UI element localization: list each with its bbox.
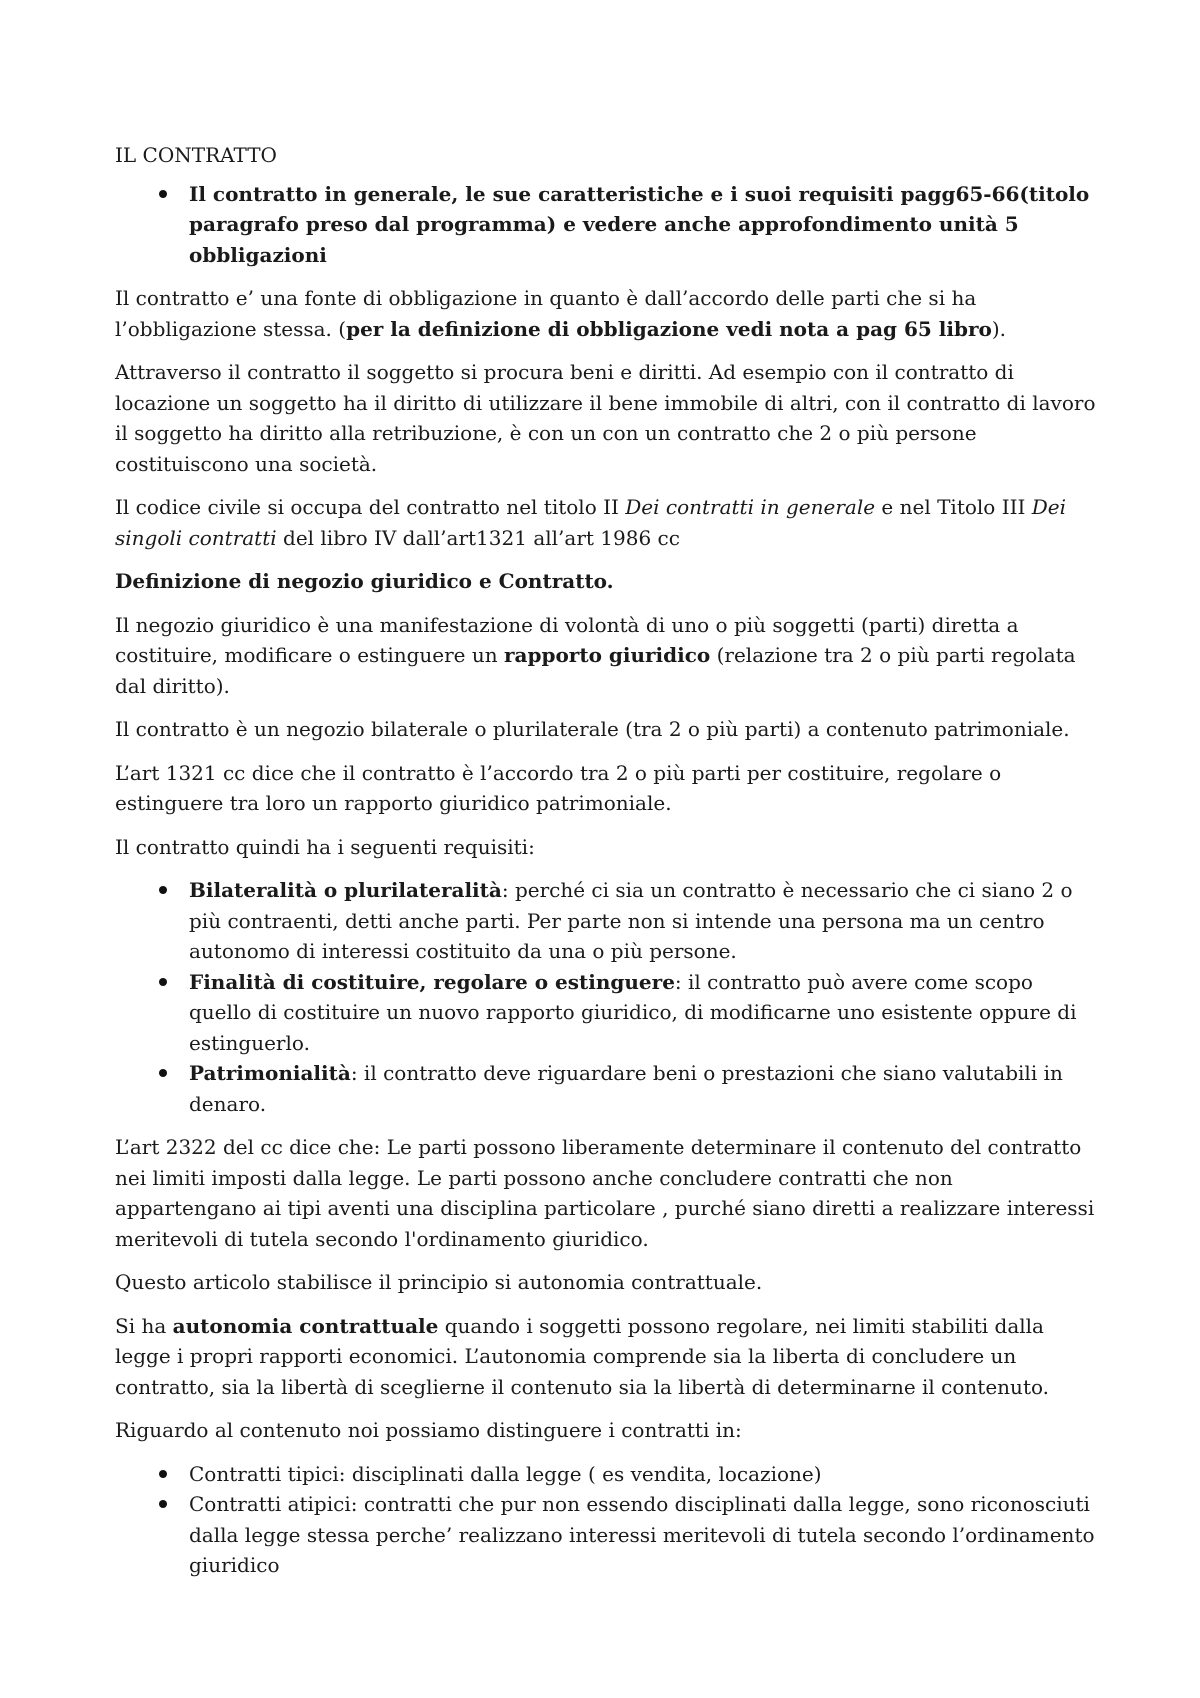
requisito-text: : il contratto può avere come scopo quello di costituire un nuovo rapporto giuridico, di modificarne uno esistente oppure di estinguerlo. bbox=[189, 969, 1077, 1055]
requisito-term: Bilateralità o plurilateralità bbox=[189, 878, 502, 902]
requisito-item bbox=[189, 1058, 1100, 1119]
requisito-text: : perché ci sia un contratto è necessario che ci siano 2 o più contraenti, detti anche parti. Per parte non si intende una persona ma un centro autonomo di interessi costituito da una o più persone. bbox=[189, 878, 1073, 963]
tipi-contratti-list bbox=[115, 1459, 1100, 1581]
p1-bold-note: per la definizione di obbligazione vedi nota a pag 65 libro bbox=[346, 316, 992, 341]
requisito-text: : il contratto deve riguardare beni o prestazioni che siano valutabili in denaro. bbox=[189, 1061, 1063, 1116]
paragraph-autonomia-contrattuale bbox=[115, 1311, 1100, 1403]
requisito-term: Finalità di costituire, regolare o estinguere bbox=[189, 969, 675, 994]
paragraph-codice-civile bbox=[115, 492, 1100, 553]
heading-bullet-item: Il contratto in generale, le sue caratteristiche e i suoi requisiti pagg65-66(titolo paragrafo preso dal programma) e vedere anche approfondimento unità 5 obbligazioni bbox=[189, 179, 1100, 271]
p1-text: Il contratto e’ una fonte di obbligazione in quanto è dall’accordo delle parti che si ha l’obbligazione stessa. ( bbox=[115, 286, 977, 341]
requisiti-list bbox=[115, 875, 1100, 1119]
paragraph-attraverso-contratto: Attraverso il contratto il soggetto si procura beni e diritti. Ad esempio con il contratto di locazione un soggetto ha il diritto di utilizzare il bene immobile di altri, con il contratto di lavoro il soggetto ha diritto alla retribuzione, è con un con un contratto che 2 o più persone costituiscono una società. bbox=[115, 360, 1096, 476]
requisito-item bbox=[189, 875, 1100, 967]
section-subheading: Definizione di negozio giuridico e Contratto. bbox=[115, 569, 614, 593]
p4-a: Il negozio giuridico è una manifestazione di volontà di uno o più soggetti (parti) diretta a costituire, modificare o estinguere un bbox=[115, 612, 1019, 667]
paragraph-negozio-giuridico bbox=[115, 610, 1100, 702]
p3-italic-2: Dei singoli contratti bbox=[115, 495, 1067, 550]
p3-a: Il codice civile si occupa del contratto nel titolo II bbox=[115, 495, 626, 519]
paragraph-art-1321: L’art 1321 cc dice che il contratto è l’accordo tra 2 o più parti per costituire, regolare o estinguere tra loro un rapporto giuridico patrimoniale. bbox=[115, 760, 1002, 815]
p4-b: (relazione tra 2 o più parti regolata dal diritto). bbox=[115, 643, 1076, 698]
paragraph-negozio-bilaterale: Il contratto è un negozio bilaterale o plurilaterale (tra 2 o più parti) a contenuto patrimoniale. bbox=[115, 717, 1070, 741]
p3-c: del libro IV dall’art1321 all’art 1986 cc bbox=[276, 525, 680, 550]
p10-b: quando i soggetti possono regolare, nei limiti stabiliti dalla legge i propri rapporti economici. L’autonomia comprende sia la liberta di concludere un contratto, sia la libertà di sceglierne il contenuto sia la libertà di determinarne il contenuto. bbox=[115, 1313, 1050, 1399]
tipo-contratto-item: Contratti tipici: disciplinati dalla legge ( es vendita, locazione) bbox=[189, 1459, 1100, 1490]
paragraph-art-2322: L’art 2322 del cc dice che: Le parti possono liberamente determinare il contenuto del contratto nei limiti imposti dalla legge. Le parti possono anche concludere contratti che non appartengano ai tipi aventi una disciplina particolare , purché siano diretti a realizzare interessi meritevoli di tutela secondo l'ordinamento giuridico. bbox=[115, 1135, 1095, 1251]
p10-a: Si ha bbox=[115, 1313, 173, 1338]
paragraph-contenuto-intro: Riguardo al contenuto noi possiamo distinguere i contratti in: bbox=[115, 1418, 742, 1442]
p3-b: e nel Titolo III bbox=[875, 495, 1032, 519]
paragraph-principio-autonomia: Questo articolo stabilisce il principio si autonomia contrattuale. bbox=[115, 1270, 763, 1294]
requisito-item bbox=[189, 967, 1100, 1059]
tipo-contratto-item: Contratti atipici: contratti che pur non essendo disciplinati dalla legge, sono riconosciuti dalla legge stessa perche’ realizzano interessi meritevoli di tutela secondo l’ordinamento giuridico bbox=[189, 1489, 1100, 1581]
paragraph-fonte-obbligazione bbox=[115, 283, 1100, 344]
paragraph-requisiti-intro: Il contratto quindi ha i seguenti requisiti: bbox=[115, 834, 535, 859]
document-page bbox=[115, 140, 1100, 1594]
p1-end: ). bbox=[991, 316, 1007, 341]
heading-bullet-list bbox=[115, 179, 1100, 271]
p10-bold: autonomia contrattuale bbox=[172, 1313, 439, 1338]
p3-italic-1: Dei contratti in generale bbox=[625, 495, 876, 519]
p4-bold: rapporto giuridico bbox=[504, 643, 711, 667]
requisito-term: Patrimonialità bbox=[189, 1061, 351, 1085]
document-title: IL CONTRATTO bbox=[115, 143, 277, 167]
